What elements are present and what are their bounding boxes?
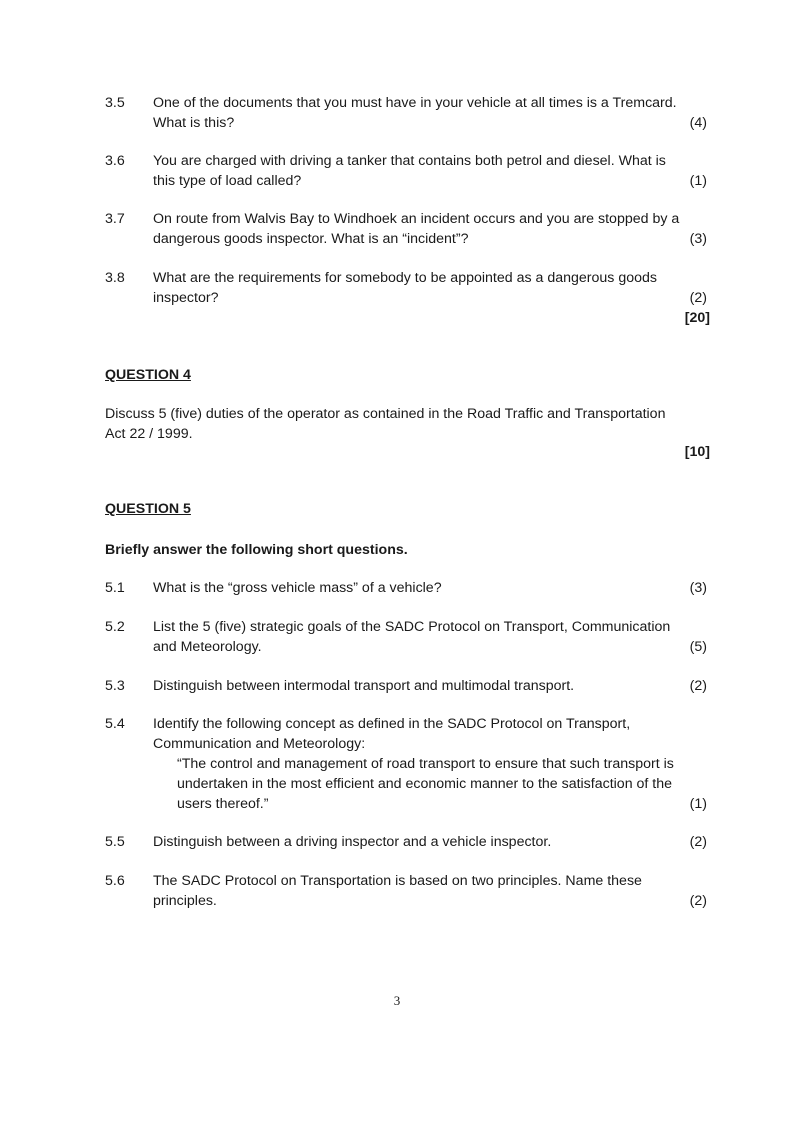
question-text-line: On route from Walvis Bay to Windhoek an incident occurs and you are stopped by a: [153, 211, 680, 227]
quote-line: undertaken in the most efficient and economic manner to the satisfaction of the: [177, 776, 673, 792]
question-text-line: Act 22 / 1999.: [105, 426, 193, 442]
question-text-line: Identify the following concept as defined in the SADC Protocol on Transport,: [153, 716, 631, 732]
question-text-line: You are charged with driving a tanker that contains both petrol and diesel. What is: [153, 153, 666, 169]
question-text-line: What is this?: [153, 115, 235, 131]
question-text-line: What are the requirements for somebody to be appointed as a dangerous goods: [153, 270, 657, 286]
question-3-7: [105, 209, 707, 249]
question-text-line: inspector?: [153, 290, 219, 306]
question-3-6: [105, 151, 707, 191]
question-4-heading: QUESTION 4: [105, 367, 191, 383]
mark-allocation: (3): [689, 580, 707, 596]
question-text-line: dangerous goods inspector. What is an “incident”?: [153, 231, 469, 247]
mark-allocation: (5): [689, 639, 707, 655]
definition-quote: [177, 754, 707, 814]
question-4-total: [10]: [684, 444, 710, 460]
mark-allocation: (1): [689, 173, 707, 189]
question-number: 3.6: [105, 153, 125, 169]
question-5-1: [105, 578, 707, 598]
question-text-line: The SADC Protocol on Transportation is based on two principles. Name these: [153, 873, 642, 889]
quote-line: users thereof.”: [177, 796, 269, 812]
question-number: 5.4: [105, 716, 125, 732]
mark-allocation: (2): [689, 834, 707, 850]
question-5-4: [105, 714, 707, 814]
question-text-line: principles.: [153, 893, 217, 909]
question-3-total: [20]: [684, 310, 710, 326]
question-5-2: [105, 617, 707, 657]
question-text-line: Distinguish between a driving inspector and a vehicle inspector.: [153, 834, 552, 850]
question-4-text: [105, 404, 710, 444]
quote-line: “The control and management of road transport to ensure that such transport is: [177, 756, 674, 772]
mark-allocation: (2): [689, 290, 707, 306]
question-number: 3.7: [105, 211, 125, 227]
page-number: 3: [393, 993, 401, 1008]
question-number: 5.1: [105, 580, 125, 596]
question-text-line: and Meteorology.: [153, 639, 262, 655]
question-text-line: Communication and Meteorology:: [153, 736, 366, 752]
mark-allocation: (2): [689, 678, 707, 694]
question-number: 5.2: [105, 619, 125, 635]
question-number: 3.5: [105, 95, 125, 111]
question-5-5: [105, 832, 707, 852]
question-number: 5.3: [105, 678, 125, 694]
question-number: 5.6: [105, 873, 125, 889]
question-text-line: Discuss 5 (five) duties of the operator as contained in the Road Traffic and Transportation: [105, 406, 666, 422]
question-text-line: this type of load called?: [153, 173, 302, 189]
question-5-3: [105, 676, 707, 696]
question-3-8: [105, 268, 707, 308]
question-5-instruction: Briefly answer the following short questions.: [105, 542, 408, 558]
question-5-6: [105, 871, 707, 911]
mark-allocation: (3): [689, 231, 707, 247]
mark-allocation: (4): [689, 115, 707, 131]
question-5-heading: QUESTION 5: [105, 501, 191, 517]
question-number: 5.5: [105, 834, 125, 850]
question-number: 3.8: [105, 270, 125, 286]
question-text-line: List the 5 (five) strategic goals of the SADC Protocol on Transport, Communication: [153, 619, 671, 635]
question-text-line: What is the “gross vehicle mass” of a vehicle?: [153, 580, 442, 596]
mark-allocation: (2): [689, 893, 707, 909]
question-text-line: Distinguish between intermodal transport and multimodal transport.: [153, 678, 575, 694]
mark-allocation: (1): [689, 796, 707, 812]
question-text-line: One of the documents that you must have in your vehicle at all times is a Tremcard.: [153, 95, 677, 111]
question-3-5: [105, 93, 707, 133]
